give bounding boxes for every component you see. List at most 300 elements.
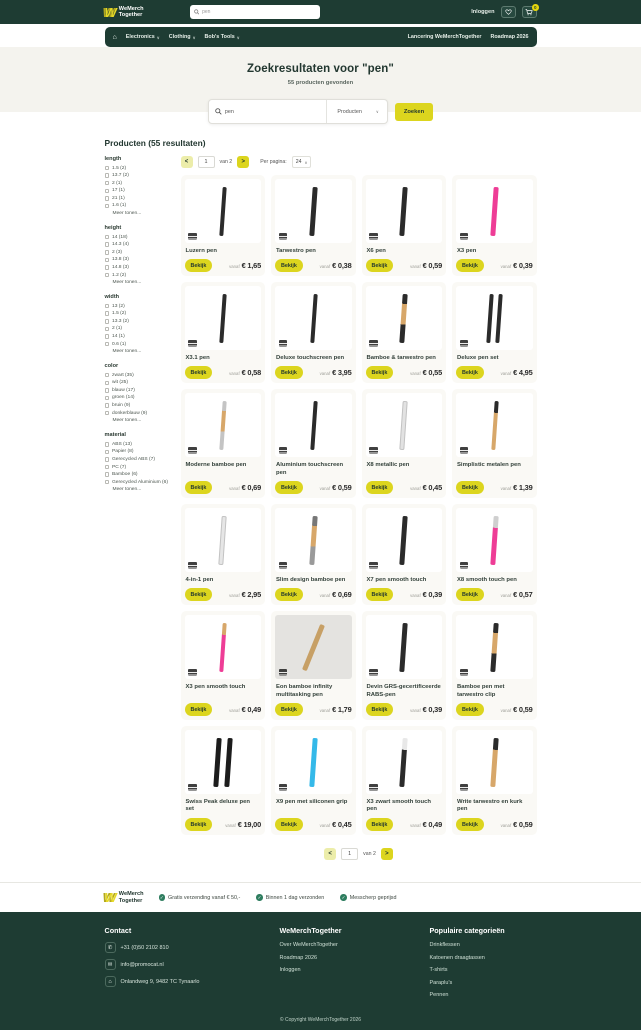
pen-illustration [401,516,406,565]
main-nav [105,27,537,47]
filter-checkbox[interactable] [105,265,110,270]
filter-option[interactable] [105,203,169,208]
product-title[interactable]: Write tarwestro en kurk pen [457,798,523,813]
product-title[interactable]: X7 pen smooth touch [366,576,427,583]
footer-contact-item[interactable] [105,976,280,987]
price-prefix: vanaf [229,264,240,270]
product-price [320,368,352,377]
filter-option[interactable] [105,403,169,408]
pen-body [224,738,232,787]
view-product-button[interactable]: Bekijk [185,366,213,379]
price-amount: € 0,49 [422,820,442,830]
filter-option-label: 13 (2) [112,303,125,309]
view-product-button[interactable]: Bekijk [185,481,213,494]
filter-option[interactable] [105,472,169,477]
product-card[interactable] [362,504,447,605]
per-page-select[interactable] [292,156,312,168]
usp-text: Gratis verzending vanaf € 50,- [168,894,241,901]
pen-body [309,186,317,235]
pen-illustration [311,623,316,672]
pen-body [302,624,325,671]
filter-option-label: 17 (1) [112,188,125,194]
filter-checkbox[interactable] [105,304,110,309]
filter-option[interactable] [105,442,169,447]
pen-illustration [492,516,497,565]
product-card[interactable] [181,504,266,605]
certification-stamp-icon [369,447,378,454]
certification-stamp-icon [279,784,288,791]
filter-option-label: groen (14) [112,395,135,401]
filter-checkbox[interactable] [105,480,110,485]
filter-option[interactable] [105,465,169,470]
filter-checkbox[interactable] [105,403,110,408]
view-product-button[interactable]: Bekijk [366,818,394,831]
price-prefix: vanaf [319,708,331,714]
product-image [275,730,352,794]
product-title[interactable]: Bamboe pen met tarwestro clip [457,683,505,698]
product-price [501,705,533,714]
pen-illustration [215,738,230,787]
footer-link[interactable]: Over WeMerchTogether [279,942,338,949]
footer-link[interactable]: Roadmap 2026 [279,954,318,961]
footer-contact-item[interactable] [105,942,280,953]
filter-option[interactable] [105,166,169,171]
product-title[interactable]: Tarwestro pen [276,247,316,254]
pagination-bottom [181,848,537,860]
filter-checkbox[interactable] [105,373,110,378]
chevron-down-icon: ∨ [304,159,308,165]
product-title[interactable]: X3 pen smooth touch [185,683,246,690]
certification-stamp-icon [279,340,288,347]
price-amount: € 0,59 [513,705,533,715]
filter-checkbox[interactable] [105,273,110,278]
filter-more-link[interactable]: Meer tonen... [112,211,142,217]
filter-option[interactable] [105,311,169,316]
nav-item-label: Bob's Tools [204,34,235,40]
product-title[interactable]: Deluxe touchscreen pen [276,354,345,361]
filter-option-label: 2 (3) [112,249,123,255]
view-product-button[interactable]: Bekijk [275,588,303,601]
pen-illustration [493,401,497,450]
product-price [320,705,352,714]
pen-body [490,186,498,235]
pagination-of-label: van 2 [219,159,233,165]
product-image [275,179,352,243]
filter-group-title: height [104,225,122,232]
product-image [456,179,533,243]
certification-stamp-icon [188,669,197,676]
filter-more-link[interactable]: Meer tonen... [112,418,142,424]
filter-option-label: 0.6 (1) [112,341,127,347]
brand-logo[interactable] [105,6,144,19]
filter-option[interactable] [105,457,169,462]
product-title[interactable]: Devin GRS-gecertificeerde RABS-pen [366,683,441,698]
product-card[interactable] [452,282,537,383]
view-product-button[interactable]: Bekijk [456,481,484,494]
filter-checkbox[interactable] [105,204,110,209]
footer-link[interactable]: Drinkflessen [429,942,460,949]
pen-illustration [401,187,406,236]
heart-icon [505,9,512,15]
header-search-bar[interactable] [190,5,320,19]
product-price [225,820,261,829]
footer-link[interactable]: Pennen [429,992,449,999]
view-product-button[interactable]: Bekijk [456,588,484,601]
product-title[interactable]: X8 smooth touch pen [457,576,517,583]
filter-option-label: ABS (13) [112,441,132,447]
filter-option-label: PC (7) [112,464,127,470]
filter-option[interactable] [105,388,169,393]
search-panel [208,99,388,124]
product-card[interactable] [181,389,266,498]
product-title[interactable]: Aluminium touchscreen pen [276,461,344,476]
site-header [0,0,641,24]
nav-menu-item[interactable] [205,34,240,40]
product-card[interactable] [181,175,266,276]
filter-checkbox[interactable] [105,242,110,247]
certification-stamp-icon [369,669,378,676]
filter-option[interactable] [105,395,169,400]
product-grid [181,175,537,835]
view-product-button[interactable]: Bekijk [456,818,484,831]
filter-more-link[interactable]: Meer tonen... [112,280,142,286]
pagination-page-input[interactable] [341,848,358,860]
usp-list [159,894,397,901]
price-prefix: vanaf [225,823,236,829]
filter-option[interactable] [105,304,169,309]
filter-option-label: 13.3 (2) [112,318,129,324]
price-prefix: vanaf [319,264,331,270]
product-card[interactable] [362,175,447,276]
footer-link[interactable]: T-shirts [429,967,448,974]
view-product-button[interactable]: Bekijk [456,703,484,716]
filter-checkbox[interactable] [105,189,110,194]
filter-checkbox[interactable] [105,388,110,393]
product-image [366,286,443,350]
filter-checkbox[interactable] [105,311,110,316]
filter-option[interactable] [105,380,169,385]
search-icon [194,9,200,15]
nav-right-link[interactable]: Roadmap 2026 [490,34,529,40]
product-image [456,730,533,794]
product-card[interactable] [181,611,266,720]
product-card[interactable] [271,504,356,605]
product-card[interactable] [271,726,356,835]
filter-option-label: 1.6 (1) [112,203,127,209]
footer-link[interactable]: Inloggen [279,967,301,974]
product-image [275,508,352,572]
filter-option[interactable] [105,173,169,178]
filter-checkbox[interactable] [105,250,110,255]
product-image [185,508,262,572]
product-image [366,179,443,243]
view-product-button[interactable]: Bekijk [366,588,394,601]
product-title[interactable]: 4-in-1 pen [185,576,214,583]
view-product-button[interactable]: Bekijk [366,481,394,494]
footer-about-links [280,942,430,973]
pen-illustration [311,516,316,565]
filter-option-label: 2 (1) [112,326,123,332]
filter-checkbox[interactable] [105,450,110,455]
nav-menu-item[interactable] [126,34,160,40]
footer-contact-list [105,942,280,987]
product-card[interactable] [452,389,537,498]
brand-logo-icon: W [104,4,116,20]
product-title[interactable]: X9 pen met siliconen grip [276,798,348,805]
site-footer [0,912,641,1030]
nav-right-link[interactable]: Lancering WeMerchTogether [407,34,482,40]
product-price [320,820,352,829]
filter-option[interactable] [105,188,169,193]
price-amount: € 0,49 [241,705,261,715]
pagination-top [181,156,537,168]
view-product-button[interactable]: Bekijk [185,818,213,831]
certification-stamp-icon [279,233,288,240]
filter-checkbox[interactable] [105,196,110,201]
filter-checkbox[interactable] [105,411,110,416]
filter-option-label: zwart (35) [112,372,134,378]
product-title[interactable]: Slim design bamboe pen [276,576,346,583]
footer-contact-text: Onlandweg 9, 9482 TC Tynaarlo [120,978,200,985]
product-title[interactable]: Luzern pen [185,247,217,254]
price-amount: € 0,39 [422,705,442,715]
product-card[interactable] [452,175,537,276]
certification-stamp-icon [369,784,378,791]
view-product-button[interactable]: Bekijk [275,818,303,831]
view-product-button[interactable]: Bekijk [275,366,303,379]
footer-brand-logo[interactable] [105,891,144,904]
filter-checkbox[interactable] [105,166,110,171]
certification-stamp-icon [460,340,469,347]
product-card[interactable] [362,611,447,720]
wishlist-button[interactable] [501,6,516,18]
filter-option[interactable] [105,373,169,378]
product-title[interactable]: Simplistic metalen pen [457,461,521,468]
footer-link[interactable]: Katoenen draagtassen [429,954,485,961]
price-amount: € 0,39 [513,261,533,271]
pagination-of-label: van 2 [363,851,376,858]
footer-category-links [430,942,505,998]
filter-option[interactable] [105,181,169,186]
product-card[interactable] [181,282,266,383]
footer-about-title: WeMerchTogether [279,926,342,936]
search-category-select[interactable] [326,100,381,123]
filter-option[interactable] [105,480,169,485]
product-image [185,615,262,679]
pagination-next-button[interactable]: > [381,848,393,860]
filter-option[interactable] [105,326,169,331]
certification-stamp-icon [188,447,197,454]
product-image [366,615,443,679]
filter-checkbox[interactable] [105,465,110,470]
filter-option-label: donkerblauw (9) [112,410,148,416]
filter-option[interactable] [105,265,169,270]
pen-body [400,401,408,450]
product-card[interactable] [271,282,356,383]
view-product-button[interactable]: Bekijk [275,481,303,494]
filter-option-label: 13.8 (3) [112,257,129,263]
price-prefix: vanaf [229,486,240,492]
filter-option-label: 14 (18) [112,234,128,240]
product-price [320,483,352,492]
usp-item [256,894,324,901]
pen-illustration [311,187,316,236]
filter-option[interactable] [105,235,169,240]
search-submit-button[interactable]: Zoeken [395,103,433,121]
product-card[interactable] [362,389,447,498]
filter-option[interactable] [105,196,169,201]
filter-group [105,225,169,285]
product-price [501,590,533,599]
filter-option[interactable] [105,411,169,416]
product-card[interactable] [362,726,447,835]
pagination-prev-button[interactable]: < [324,848,336,860]
view-product-button[interactable]: Bekijk [456,366,484,379]
product-image [185,286,262,350]
product-price [501,820,533,829]
filter-option[interactable] [105,319,169,324]
product-title[interactable]: Moderne bamboe pen [185,461,247,468]
product-card[interactable] [271,389,356,498]
filter-option-label: 2 (1) [112,180,123,186]
view-product-button[interactable]: Bekijk [185,588,213,601]
price-prefix: vanaf [319,823,331,829]
product-card[interactable] [452,611,537,720]
home-icon[interactable]: ⌂ [112,33,117,41]
pen-body [219,186,226,235]
filter-checkbox[interactable] [105,342,110,347]
header-search-input[interactable] [202,9,315,15]
view-product-button[interactable]: Bekijk [185,703,213,716]
product-title[interactable]: Eon bamboe infinity multitasking pen [276,683,333,698]
filter-option-label: blauw (17) [112,387,135,393]
product-title[interactable]: Swiss Peak deluxe pen set [185,798,251,813]
filter-option[interactable] [105,449,169,454]
filter-option-label: Bamboe (6) [112,472,138,478]
view-product-button[interactable]: Bekijk [366,366,394,379]
product-card[interactable] [271,611,356,720]
filter-checkbox[interactable] [105,327,110,332]
pagination-prev-button[interactable]: < [181,156,193,168]
product-title[interactable]: X8 metallic pen [366,461,410,468]
product-image [456,615,533,679]
price-amount: € 0,58 [241,368,261,378]
brand-logo-icon: W [104,890,116,906]
certification-stamp-icon [279,669,288,676]
view-product-button[interactable]: Bekijk [366,703,394,716]
check-icon: ✓ [257,894,262,900]
price-prefix: vanaf [500,371,512,377]
pen-body [219,516,227,565]
footer-usp-bar [0,882,641,912]
product-title[interactable]: X3 pen [457,247,477,254]
view-product-button[interactable]: Bekijk [185,259,213,272]
certification-stamp-icon [460,447,469,454]
pen-body [490,516,498,565]
page-title: Zoekresultaten voor "pen" [247,63,394,75]
nav-right-links [408,34,529,40]
cart-button[interactable] [522,6,537,18]
filter-checkbox[interactable] [105,173,110,178]
filter-checkbox[interactable] [105,396,110,401]
filter-option[interactable] [105,257,169,262]
filter-sidebar [105,156,169,501]
nav-menu-item[interactable] [169,34,196,40]
view-product-button[interactable]: Bekijk [366,259,394,272]
product-title[interactable]: X3.1 pen [185,354,210,361]
product-title[interactable]: Deluxe pen set [457,354,499,361]
pen-illustration [401,623,406,672]
product-title[interactable]: X3 zwart smooth touch pen [366,798,431,813]
pen-body [310,401,317,450]
filter-option[interactable] [105,242,169,247]
filter-checkbox[interactable] [105,442,110,447]
search-input[interactable] [225,109,305,115]
filter-checkbox[interactable] [105,381,110,386]
pen-illustration [311,738,316,787]
product-card[interactable] [181,726,266,835]
product-card[interactable] [362,282,447,383]
price-amount: € 0,39 [422,590,442,600]
filter-checkbox[interactable] [105,334,110,339]
filter-option[interactable] [105,250,169,255]
product-title[interactable]: Bamboe & tarwestro pen [366,354,436,361]
product-card[interactable] [452,504,537,605]
filter-checkbox[interactable] [105,235,110,240]
nav-item-label: Clothing [168,34,191,40]
filter-checkbox[interactable] [105,319,110,324]
price-prefix: vanaf [410,371,421,377]
view-product-button[interactable]: Bekijk [275,703,303,716]
product-price [410,368,442,377]
pagination-page-input[interactable] [198,156,215,168]
pagination-next-button[interactable]: > [237,156,249,168]
filter-checkbox[interactable] [105,457,110,462]
view-product-button[interactable]: Bekijk [275,259,303,272]
product-card[interactable] [452,726,537,835]
filter-checkbox[interactable] [105,258,110,263]
filter-more-link[interactable]: Meer tonen... [112,349,142,355]
filter-checkbox[interactable] [105,472,110,477]
filter-checkbox[interactable] [105,181,110,186]
check-icon: ✓ [159,894,164,900]
filter-option-label: Gerecycled ABS (7) [112,456,155,462]
product-price [501,483,533,492]
product-title[interactable]: X6 pen [366,247,386,254]
footer-contact-item[interactable] [105,959,280,970]
price-prefix: vanaf [500,708,512,714]
chevron-down-icon: ∨ [236,34,240,40]
product-price [410,483,442,492]
product-card[interactable] [271,175,356,276]
pen-body [310,294,317,343]
product-image [456,393,533,457]
filter-more-link[interactable]: Meer tonen... [112,487,142,493]
footer-link[interactable]: Paraplu's [429,979,453,986]
price-amount: € 0,59 [332,483,352,493]
filter-option[interactable] [105,342,169,347]
filter-option[interactable] [105,273,169,278]
filter-groups [105,156,169,492]
filter-option[interactable] [105,334,169,339]
filter-group [105,156,169,216]
view-product-button[interactable]: Bekijk [456,259,484,272]
pen-illustration [401,401,406,450]
login-link[interactable]: Inloggen [471,9,495,15]
results-heading: Producten (55 resultaten) [104,138,206,148]
pen-body [400,186,408,235]
filter-group [105,363,169,423]
